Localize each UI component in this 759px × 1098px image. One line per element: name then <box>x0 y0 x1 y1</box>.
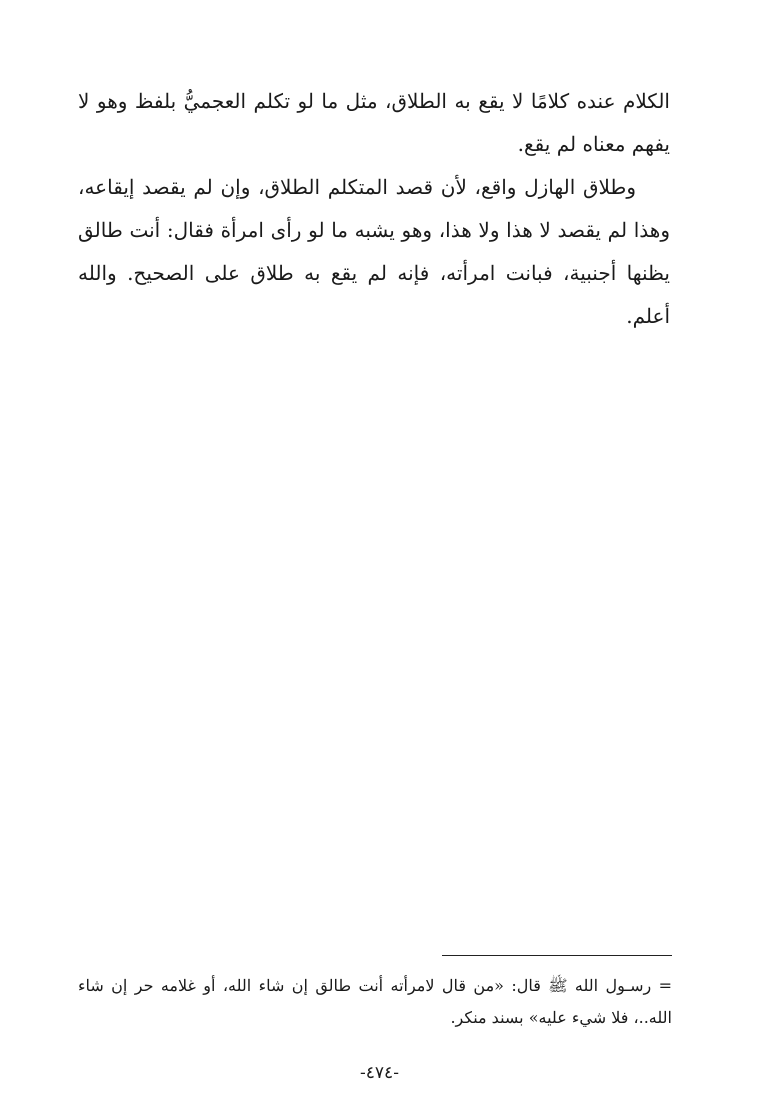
paragraph-1: الكلام عنده كلامًا لا يقع به الطلاق، مثل ما لو تكلم العجميُّ بلفظ وهو لا يفهم معناه لم يقع. <box>78 89 670 156</box>
footnote-text: = رسـول الله ﷺ قال: «من قال لامرأته أنت طالق إن شاء الله، أو غلامه حر إن شاء الله..، فلا شيء عليه» بسند منكر. <box>78 976 672 1027</box>
footnotes <box>78 970 672 1034</box>
paragraph-2: وطلاق الهازل واقع، لأن قصد المتكلم الطلاق، وإن لم يقصد إيقاعه، وهذا لم يقصد لا هذا ولا هذا، وهو يشبه ما لو رأى امرأة فقال: أنت طالق يظنها أجنبية، فبانت امرأته، فإنه لم يقع به طلاق على الصحيح. والله أعلم. <box>78 175 670 328</box>
page-number: -٤٧٤- <box>360 1063 399 1083</box>
main-text <box>78 80 670 338</box>
footnote-divider <box>442 955 672 956</box>
